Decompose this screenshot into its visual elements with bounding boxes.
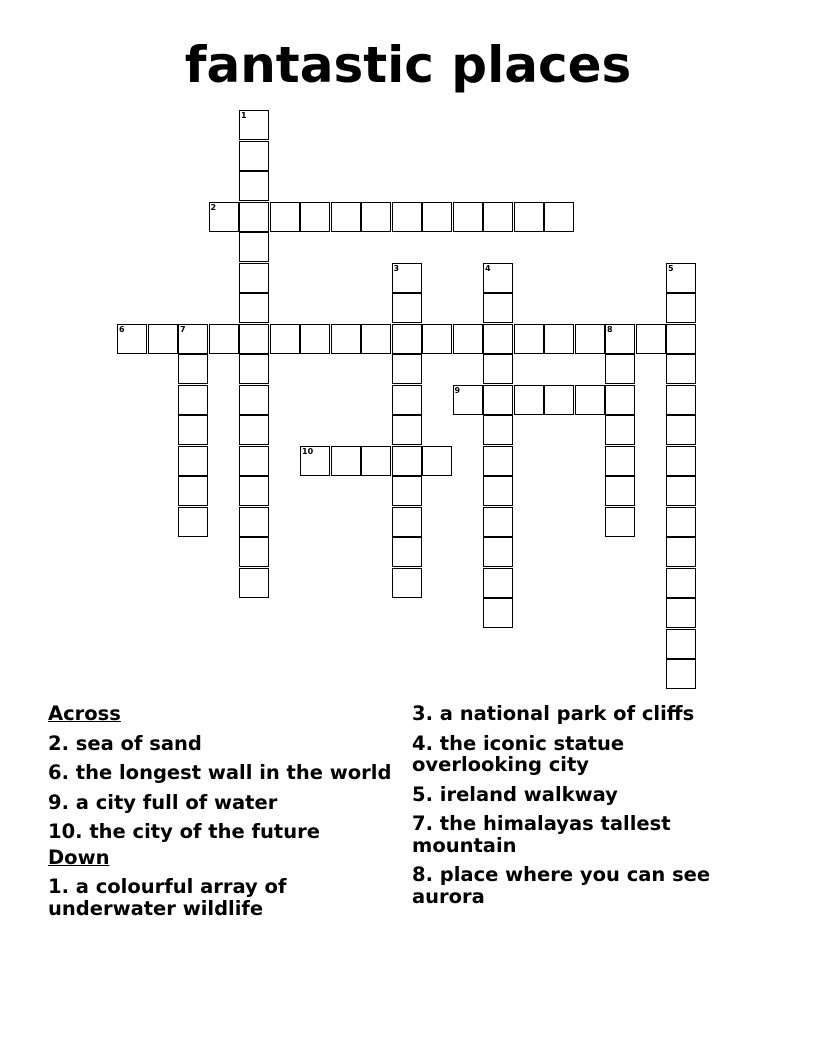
- grid-cell[interactable]: [422, 446, 452, 476]
- grid-cell[interactable]: [209, 324, 239, 354]
- page-title: fantastic places: [184, 36, 632, 94]
- clue-down-5: [412, 784, 772, 806]
- clue-number: 9.: [48, 790, 69, 814]
- clue-number: 4.: [412, 731, 433, 755]
- clue-text: sea of sand: [75, 731, 202, 755]
- grid-cell[interactable]: [666, 354, 696, 384]
- across-heading: Across: [48, 702, 121, 725]
- clue-across-9: [48, 792, 408, 814]
- clue-number: 3.: [412, 702, 433, 725]
- grid-cell[interactable]: [514, 385, 544, 415]
- grid-cell[interactable]: [392, 354, 422, 384]
- grid-cell[interactable]: [605, 324, 635, 354]
- clue-down-1: [48, 876, 348, 919]
- grid-cell[interactable]: [483, 476, 513, 506]
- grid-cell[interactable]: [392, 293, 422, 323]
- grid-cell[interactable]: [239, 232, 269, 262]
- clue-across-2: [48, 733, 408, 755]
- down-heading: Down: [48, 845, 110, 869]
- grid-cell[interactable]: [514, 324, 544, 354]
- grid-cell[interactable]: [605, 354, 635, 384]
- grid-cell[interactable]: [483, 537, 513, 567]
- grid-cell[interactable]: [239, 568, 269, 598]
- grid-cell[interactable]: [239, 354, 269, 384]
- grid-cell[interactable]: [453, 385, 483, 415]
- grid-cell[interactable]: [483, 293, 513, 323]
- grid-cell[interactable]: [239, 202, 269, 232]
- grid-cell[interactable]: [239, 293, 269, 323]
- clue-down-8: [412, 864, 722, 907]
- grid-cell[interactable]: [422, 202, 452, 232]
- grid-cell[interactable]: [300, 324, 330, 354]
- grid-cell[interactable]: [544, 202, 574, 232]
- clue-across-10: [48, 821, 408, 843]
- grid-cell[interactable]: [575, 324, 605, 354]
- clue-number: 7.: [412, 812, 433, 835]
- cell-number: 1: [241, 111, 247, 120]
- grid-cell[interactable]: [331, 446, 361, 476]
- grid-cell[interactable]: [666, 385, 696, 415]
- grid-cell[interactable]: [361, 202, 391, 232]
- grid-cell[interactable]: [392, 568, 422, 598]
- grid-cell[interactable]: [239, 385, 269, 415]
- clue-text: a national park of cliffs: [439, 702, 695, 725]
- cell-number: 2: [210, 202, 217, 212]
- grid-cell[interactable]: [483, 324, 513, 354]
- clue-text: the himalayas tallest mountain: [412, 812, 671, 857]
- grid-cell[interactable]: [666, 598, 696, 628]
- clue-number: 2.: [48, 731, 69, 755]
- clues-left-column: [48, 703, 408, 927]
- cell-number: 6: [119, 324, 125, 334]
- clue-number: 6.: [48, 761, 69, 784]
- clue-across-6: [48, 762, 408, 784]
- grid-cell[interactable]: [331, 202, 361, 232]
- clues-right-column: [412, 703, 772, 915]
- cell-number: 9: [454, 385, 461, 395]
- grid-cell[interactable]: [483, 354, 513, 384]
- grid-cell[interactable]: [666, 293, 696, 323]
- grid-cell[interactable]: [483, 263, 513, 293]
- clue-number: 1.: [48, 875, 69, 898]
- grid-cell[interactable]: [605, 476, 635, 506]
- grid-cell[interactable]: [239, 415, 269, 445]
- cell-number: 4: [485, 263, 491, 273]
- grid-cell[interactable]: [636, 324, 666, 354]
- grid-cell[interactable]: [392, 446, 422, 476]
- grid-cell[interactable]: [483, 385, 513, 415]
- grid-cell[interactable]: [666, 537, 696, 567]
- grid-cell[interactable]: [392, 415, 422, 445]
- cell-number: 10: [302, 446, 314, 456]
- grid-cell[interactable]: [483, 598, 513, 628]
- clue-text: the city of the future: [89, 820, 320, 843]
- clue-number: 10.: [48, 820, 83, 843]
- grid-cell[interactable]: [209, 202, 239, 232]
- grid-cell[interactable]: [605, 385, 635, 415]
- grid-cell[interactable]: [361, 446, 391, 476]
- grid-cell[interactable]: [148, 324, 178, 354]
- grid-cell[interactable]: [666, 446, 696, 476]
- grid-cell[interactable]: [544, 324, 574, 354]
- grid-cell[interactable]: [239, 507, 269, 537]
- grid-cell[interactable]: [575, 385, 605, 415]
- grid-cell[interactable]: [178, 354, 208, 384]
- grid-cell[interactable]: [178, 415, 208, 445]
- grid-cell[interactable]: [483, 202, 513, 232]
- clue-number: 8.: [412, 863, 433, 886]
- grid-cell[interactable]: [178, 507, 208, 537]
- grid-cell[interactable]: [605, 415, 635, 445]
- clue-text: the iconic statue overlooking city: [412, 731, 625, 776]
- grid-cell[interactable]: [483, 415, 513, 445]
- clue-number: 5.: [412, 782, 433, 806]
- grid-cell[interactable]: [392, 202, 422, 232]
- grid-cell[interactable]: [239, 171, 269, 201]
- grid-cell[interactable]: [178, 385, 208, 415]
- grid-cell[interactable]: [666, 659, 696, 689]
- grid-cell[interactable]: [239, 537, 269, 567]
- grid-cell[interactable]: [300, 446, 330, 476]
- grid-cell[interactable]: [392, 537, 422, 567]
- grid-cell[interactable]: [300, 202, 330, 232]
- grid-cell[interactable]: [514, 202, 544, 232]
- grid-cell[interactable]: [392, 263, 422, 293]
- cell-number: 8: [607, 324, 613, 334]
- grid-cell[interactable]: [392, 476, 422, 506]
- grid-cell[interactable]: [270, 202, 300, 232]
- clue-down-7: [412, 813, 722, 856]
- grid-cell[interactable]: [239, 263, 269, 293]
- grid-cell[interactable]: [331, 324, 361, 354]
- grid-cell[interactable]: [392, 385, 422, 415]
- grid-cell[interactable]: [117, 324, 147, 354]
- grid-cell[interactable]: [483, 568, 513, 598]
- cell-number: 5: [668, 263, 674, 273]
- grid-cell[interactable]: [392, 324, 422, 354]
- clue-text: a colourful array of underwater wildlife: [48, 875, 287, 920]
- grid-cell[interactable]: [453, 202, 483, 232]
- grid-cell[interactable]: [605, 507, 635, 537]
- grid-cell[interactable]: [605, 446, 635, 476]
- grid-cell[interactable]: [239, 324, 269, 354]
- grid-cell[interactable]: [239, 110, 269, 140]
- grid-cell[interactable]: [666, 507, 696, 537]
- grid-cell[interactable]: [392, 507, 422, 537]
- clue-text: a city full of water: [75, 790, 278, 814]
- grid-cell[interactable]: [544, 385, 574, 415]
- grid-cell[interactable]: [666, 324, 696, 354]
- grid-cell[interactable]: [178, 446, 208, 476]
- cell-number: 7: [180, 324, 186, 334]
- grid-cell[interactable]: [422, 324, 452, 354]
- grid-cell[interactable]: [483, 446, 513, 476]
- grid-cell[interactable]: [270, 324, 300, 354]
- grid-cell[interactable]: [666, 568, 696, 598]
- clue-down-3: [412, 703, 772, 725]
- grid-cell[interactable]: [483, 507, 513, 537]
- clue-text: the longest wall in the world: [75, 761, 392, 784]
- grid-cell[interactable]: [239, 446, 269, 476]
- grid-cell[interactable]: [666, 629, 696, 659]
- grid-cell[interactable]: [453, 324, 483, 354]
- grid-cell[interactable]: [239, 476, 269, 506]
- grid-cell[interactable]: [666, 476, 696, 506]
- cell-number: 3: [393, 263, 400, 273]
- grid-cell[interactable]: [239, 141, 269, 171]
- clue-text: place where you can see aurora: [412, 863, 711, 908]
- clue-down-4: [412, 733, 712, 776]
- grid-cell[interactable]: [178, 324, 208, 354]
- grid-cell[interactable]: [178, 476, 208, 506]
- grid-cell[interactable]: [666, 263, 696, 293]
- clue-text: ireland walkway: [439, 782, 618, 806]
- grid-cell[interactable]: [361, 324, 391, 354]
- grid-cell[interactable]: [666, 415, 696, 445]
